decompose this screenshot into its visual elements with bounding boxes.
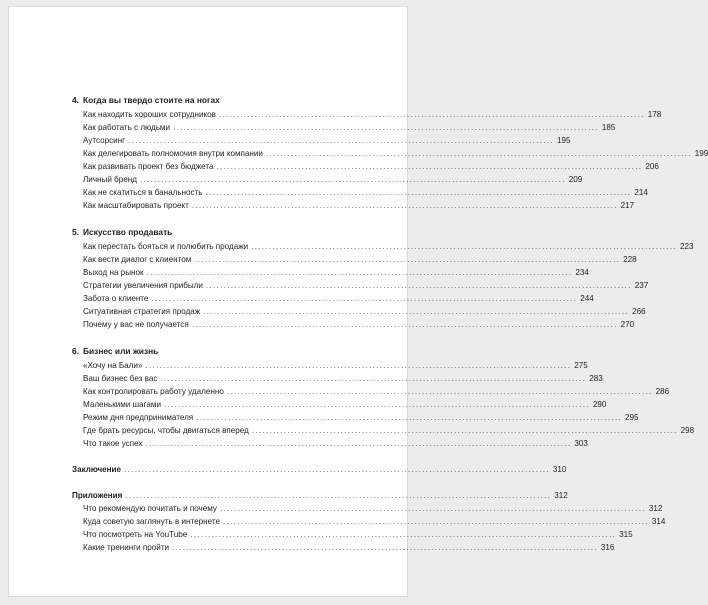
dot-leader: ........................................................................................................................ — [251, 426, 678, 435]
entry-page: 266 — [632, 307, 646, 316]
entry-title: Что такое успех — [83, 439, 143, 448]
entry-page: 178 — [647, 110, 662, 119]
entry-title: Почему у вас не получается — [83, 320, 189, 329]
entry-page: 314 — [651, 517, 666, 526]
entry-page: 195 — [556, 136, 571, 145]
entry-title: Как работать с людьми — [83, 123, 171, 132]
toc-entry[interactable] — [72, 199, 635, 212]
entry-title: Какие тренинги пройти — [83, 543, 170, 552]
entry-page: 270 — [620, 320, 635, 329]
book-page — [8, 6, 708, 597]
entry-page: 217 — [620, 201, 635, 210]
toc-entry[interactable] — [72, 318, 635, 331]
dot-leader: ........................................................................................................................ — [172, 543, 598, 552]
toc-entry[interactable] — [72, 108, 662, 121]
toc-appendix — [72, 489, 666, 554]
section-number: 5. — [72, 227, 79, 237]
entry-page: 237 — [634, 281, 649, 290]
section-heading — [72, 225, 358, 240]
toc-entry[interactable] — [72, 305, 646, 318]
entry-title: Ситуативная стратегия продаж — [83, 307, 201, 316]
entry-page: 209 — [568, 175, 583, 184]
entry-page: 316 — [600, 543, 615, 552]
entry-title: Личный бренд — [83, 175, 137, 184]
entry-title: Как масштабировать проект — [83, 201, 189, 210]
toc-entry[interactable] — [72, 437, 588, 450]
entry-title: Как не скатиться в банальность — [83, 188, 203, 197]
toc-entry[interactable] — [72, 528, 633, 541]
entry-page: 199 — [694, 149, 708, 158]
entry-page: 244 — [580, 294, 594, 303]
conclusion-page: 310 — [552, 465, 567, 474]
spacer — [72, 212, 358, 225]
dot-leader: ........................................................................................................................ — [191, 320, 618, 329]
dot-leader: ........................................................................................................................ — [164, 400, 590, 409]
entry-page: 228 — [623, 255, 637, 264]
toc-section-6 — [72, 344, 695, 450]
dot-leader: ........................................................................................................................ — [251, 242, 677, 251]
appendix-title: Приложения — [72, 491, 123, 500]
entry-title: Как находить хороших сотрудников — [83, 110, 216, 119]
toc-entry[interactable] — [72, 372, 603, 385]
dot-leader: ........................................................................................................................ — [216, 162, 643, 171]
toc-entry[interactable] — [72, 160, 659, 173]
toc-entry[interactable] — [72, 279, 649, 292]
toc-entry[interactable] — [72, 398, 607, 411]
toc-entry[interactable] — [72, 292, 594, 305]
entry-page: 283 — [589, 374, 603, 383]
entry-title: «Хочу на Бали» — [83, 361, 143, 370]
entry-title: Маленькими шагами — [83, 400, 161, 409]
entry-page: 223 — [679, 242, 694, 251]
dot-leader: ........................................................................................................................ — [205, 188, 632, 197]
dot-leader: ........................................................................................................................ — [125, 491, 552, 500]
entry-title: Как развивать проект без бюджета — [83, 162, 214, 171]
entry-page: 286 — [655, 387, 670, 396]
entry-title: Как вести диалог с клиентом — [83, 255, 192, 264]
dot-leader: ........................................................................................................................ — [218, 110, 645, 119]
dot-leader: ........................................................................................................................ — [145, 361, 572, 370]
entry-title: Режим дня предпринимателя — [83, 413, 194, 422]
section-number: 4. — [72, 95, 79, 105]
dot-leader: ........................................................................................................................ — [194, 255, 621, 264]
toc-section-4 — [72, 93, 708, 212]
entry-title: Забота о клиенте — [83, 294, 149, 303]
entry-page: 298 — [680, 426, 695, 435]
dot-leader: ........................................................................................................................ — [205, 281, 632, 290]
entry-page: 312 — [648, 504, 663, 513]
toc-entry[interactable] — [72, 173, 583, 186]
entry-page: 214 — [634, 188, 648, 197]
toc-entry[interactable] — [72, 240, 694, 253]
section-heading — [72, 93, 358, 108]
entry-page: 315 — [619, 530, 633, 539]
dot-leader: ........................................................................................................................ — [145, 439, 572, 448]
section-title: Искусство продавать — [83, 227, 173, 237]
table-of-contents — [72, 93, 708, 554]
entry-page: 234 — [575, 268, 589, 277]
entry-title: Выход на рынок — [83, 268, 144, 277]
entry-page: 290 — [592, 400, 607, 409]
dot-leader: ........................................................................................................................ — [219, 504, 646, 513]
dot-leader: ........................................................................................................................ — [222, 517, 649, 526]
entry-title: Как контролировать работу удаленно — [83, 387, 224, 396]
toc-entry[interactable] — [72, 186, 648, 199]
entry-title: Куда советую заглянуть в интернете — [83, 517, 220, 526]
dot-leader: ........................................................................................................................ — [139, 175, 566, 184]
dot-leader: ........................................................................................................................ — [265, 149, 692, 158]
toc-entry[interactable] — [72, 253, 637, 266]
entry-page: 303 — [574, 439, 588, 448]
entry-page: 206 — [645, 162, 659, 171]
section-number: 6. — [72, 346, 79, 356]
toc-entry[interactable] — [72, 385, 670, 398]
dot-leader: ........................................................................................................................ — [146, 268, 573, 277]
entry-page: 275 — [574, 361, 588, 370]
entry-title: Как перестать бояться и полюбить продажи — [83, 242, 249, 251]
spacer — [72, 450, 358, 463]
dot-leader: ........................................................................................................................ — [196, 413, 623, 422]
spacer — [72, 331, 358, 344]
dot-leader: ........................................................................................................................ — [151, 294, 578, 303]
section-heading — [72, 344, 358, 359]
toc-entry[interactable] — [72, 411, 639, 424]
entry-page: 185 — [601, 123, 616, 132]
toc-entry[interactable] — [72, 359, 588, 372]
entry-title: Стратегии увеличения прибыли — [83, 281, 203, 290]
dot-leader: ........................................................................................................................ — [203, 307, 630, 316]
toc-entry[interactable] — [72, 502, 663, 515]
dot-leader: ........................................................................................................................ — [190, 530, 617, 539]
toc-entry[interactable] — [72, 121, 616, 134]
toc-entry[interactable] — [72, 266, 589, 279]
dot-leader: ........................................................................................................................ — [226, 387, 653, 396]
dot-leader: ........................................................................................................................ — [160, 374, 587, 383]
toc-conclusion[interactable] — [72, 463, 567, 476]
entry-title: Ваш бизнес без вас — [83, 374, 158, 383]
toc-entry[interactable] — [72, 515, 666, 528]
spacer — [72, 476, 358, 489]
dot-leader: ........................................................................................................................ — [191, 201, 618, 210]
entry-title: Где брать ресурсы, чтобы двигаться вперед — [83, 426, 249, 435]
dot-leader: ........................................................................................................................ — [173, 123, 599, 132]
entry-title: Аутсорсинг — [83, 136, 126, 145]
toc-entry[interactable] — [72, 424, 695, 437]
entry-title: Что рекомендую почитать и почему — [83, 504, 217, 513]
section-title: Когда вы твердо стоите на ногах — [83, 95, 220, 105]
entry-title: Что посмотреть на YouTube — [83, 530, 188, 539]
conclusion-title: Заключение — [72, 465, 122, 474]
section-title: Бизнес или жизнь — [83, 346, 159, 356]
toc-entry[interactable] — [72, 541, 615, 554]
dot-leader: ........................................................................................................................ — [124, 465, 550, 474]
toc-entry[interactable] — [72, 147, 708, 160]
entry-title: Как делегировать полномочия внутри компании — [83, 149, 263, 158]
dot-leader: ........................................................................................................................ — [128, 136, 554, 145]
toc-entry[interactable] — [72, 134, 571, 147]
toc-section-5 — [72, 225, 694, 331]
appendix-heading[interactable] — [72, 489, 568, 502]
entry-page: 295 — [625, 413, 639, 422]
appendix-page: 312 — [554, 491, 568, 500]
